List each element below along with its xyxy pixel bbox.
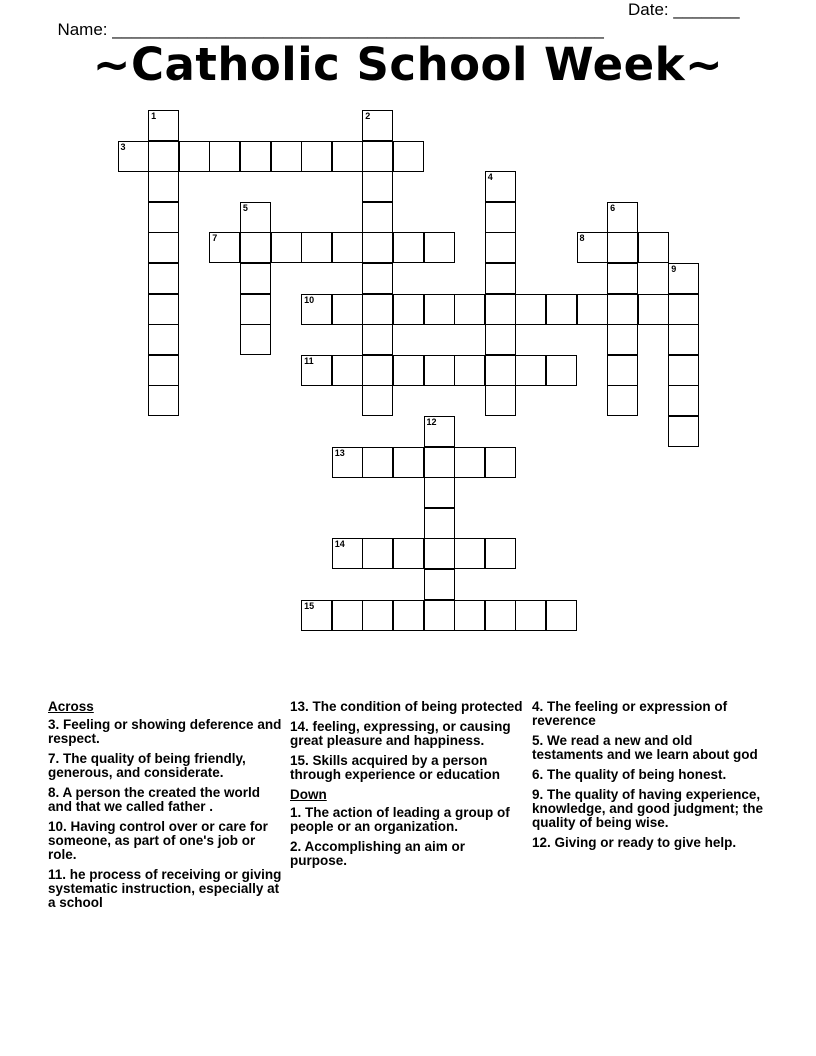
crossword-cell[interactable] [607, 385, 638, 416]
crossword-cell[interactable] [393, 538, 424, 569]
crossword-cell[interactable] [424, 416, 455, 447]
crossword-cell[interactable] [668, 385, 699, 416]
crossword-cell[interactable] [424, 538, 455, 569]
crossword-cell[interactable] [424, 355, 455, 386]
clue-text: Accomplishing an aim or purpose. [290, 839, 466, 868]
crossword-cell[interactable] [607, 294, 638, 325]
clue-across-8 [48, 786, 283, 814]
clues-column-2 [290, 700, 525, 874]
clue-number: 7. [48, 751, 60, 766]
crossword-cell[interactable] [271, 141, 302, 172]
crossword-cell[interactable] [485, 355, 516, 386]
cell-number: 2 [365, 111, 371, 121]
crossword-cell[interactable] [301, 600, 332, 631]
clue-number: 4. [532, 699, 544, 714]
crossword-cell[interactable] [485, 385, 516, 416]
crossword-cell[interactable] [485, 202, 516, 233]
clue-number: 5. [532, 733, 544, 748]
clue-number: 1. [290, 805, 302, 820]
crossword-cell[interactable] [393, 141, 424, 172]
crossword-cell[interactable] [209, 141, 240, 172]
clue-number: 2. [290, 839, 302, 854]
cell-number: 7 [212, 233, 218, 244]
crossword-cell[interactable] [148, 141, 179, 172]
clue-number: 8. [48, 785, 60, 800]
clue-number: 6. [532, 767, 544, 782]
crossword-cell[interactable] [668, 416, 699, 447]
crossword-cell[interactable] [362, 294, 393, 325]
clue-text: feeling, expressing, or causing great pleasure and happiness. [290, 719, 511, 748]
clue-number: 14. [290, 719, 309, 734]
clue-text: Having control over or care for someone, as part of one's job or role. [48, 819, 268, 862]
clue-number: 11. [48, 867, 67, 882]
crossword-cell[interactable] [301, 141, 332, 172]
crossword-cell[interactable] [577, 232, 608, 263]
crossword-cell[interactable] [332, 294, 363, 325]
crossword-cell[interactable] [607, 355, 638, 386]
crossword-cell[interactable] [393, 232, 424, 263]
crossword-cell[interactable] [148, 294, 179, 325]
crossword-cell[interactable] [362, 202, 393, 233]
crossword-cell[interactable] [454, 355, 485, 386]
crossword-cell[interactable] [301, 232, 332, 263]
crossword-cell[interactable] [424, 232, 455, 263]
crossword-cell[interactable] [485, 538, 516, 569]
crossword-cell[interactable] [607, 324, 638, 355]
crossword-cell[interactable] [271, 232, 302, 263]
crossword-cell[interactable] [424, 447, 455, 478]
crossword-cell[interactable] [546, 355, 577, 386]
crossword-cell[interactable] [424, 294, 455, 325]
crossword-cell[interactable] [148, 110, 179, 141]
crossword-cell[interactable] [546, 600, 577, 631]
clue-down-2 [290, 840, 525, 868]
crossword-cell[interactable] [362, 324, 393, 355]
clue-down-12 [532, 836, 767, 850]
crossword-cell[interactable] [668, 294, 699, 325]
crossword-cell[interactable] [546, 294, 577, 325]
crossword-cell[interactable] [454, 600, 485, 631]
cell-number: 4 [487, 172, 493, 183]
clue-text: The condition of being protected [312, 699, 523, 714]
cell-number: 11 [304, 355, 314, 366]
crossword-cell[interactable] [393, 600, 424, 631]
clue-down-9 [532, 788, 767, 830]
crossword-cell[interactable] [668, 324, 699, 355]
crossword-cell[interactable] [668, 355, 699, 386]
crossword-cell[interactable] [240, 324, 271, 355]
crossword-cell[interactable] [668, 263, 699, 294]
crossword-cell[interactable] [179, 141, 210, 172]
crossword-cell[interactable] [332, 538, 363, 569]
crossword-cell[interactable] [362, 110, 393, 141]
crossword-cell[interactable] [362, 171, 393, 202]
clue-across-11 [48, 868, 283, 910]
clue-number: 12. [532, 835, 551, 850]
clue-number: 15. [290, 753, 309, 768]
clue-text: The quality of being friendly, generous, and considerate. [48, 751, 246, 780]
crossword-cell[interactable] [485, 232, 516, 263]
crossword-cell[interactable] [454, 447, 485, 478]
clue-across-13 [290, 700, 525, 714]
clue-text: The quality of being honest. [547, 767, 727, 782]
cell-number: 3 [120, 141, 126, 152]
crossword-cell[interactable] [301, 355, 332, 386]
clue-number: 3. [48, 717, 60, 732]
crossword-cell[interactable] [485, 294, 516, 325]
crossword-cell[interactable] [209, 232, 240, 263]
crossword-cell[interactable] [454, 294, 485, 325]
crossword-cell[interactable] [362, 385, 393, 416]
crossword-cell[interactable] [240, 141, 271, 172]
cell-number: 6 [610, 202, 616, 213]
clue-across-14 [290, 720, 525, 748]
clue-text: Giving or ready to give help. [554, 835, 737, 850]
clue-across-10 [48, 820, 283, 862]
clue-text: A person the created the world and that we called father . [48, 785, 261, 814]
crossword-cell[interactable] [240, 263, 271, 294]
clue-across-3 [48, 718, 283, 746]
crossword-cell[interactable] [362, 232, 393, 263]
crossword-cell[interactable] [362, 141, 393, 172]
crossword-cell[interactable] [148, 324, 179, 355]
crossword-cell[interactable] [118, 141, 149, 172]
crossword-cell[interactable] [301, 294, 332, 325]
clue-number: 10. [48, 819, 67, 834]
crossword-cell[interactable] [362, 600, 393, 631]
clue-text: The quality of having experience, knowledge, and good judgment; the quality of being wise. [532, 787, 763, 830]
cell-number: 5 [242, 202, 248, 213]
crossword-cell[interactable] [485, 263, 516, 294]
crossword-cell[interactable] [515, 355, 546, 386]
crossword-cell[interactable] [393, 294, 424, 325]
crossword-cell[interactable] [515, 294, 546, 325]
crossword-cell[interactable] [148, 202, 179, 233]
crossword-cell[interactable] [607, 263, 638, 294]
clue-text: Feeling or showing deference and respect. [48, 717, 282, 746]
crossword-cell[interactable] [332, 355, 363, 386]
cell-number: 12 [426, 417, 437, 427]
clue-text: The feeling or expression of reverence [532, 699, 728, 728]
cell-number: 14 [334, 539, 345, 550]
clue-down-5 [532, 734, 767, 762]
clues-column-3 [532, 700, 767, 856]
crossword-cell[interactable] [393, 447, 424, 478]
clue-across-7 [48, 752, 283, 780]
crossword-cell[interactable] [638, 294, 669, 325]
clue-number: 13. [290, 699, 309, 714]
crossword-cell[interactable] [240, 202, 271, 233]
clues-column-1 [48, 700, 283, 916]
crossword-cell[interactable] [362, 263, 393, 294]
crossword-cell[interactable] [577, 294, 608, 325]
crossword-cell[interactable] [332, 600, 363, 631]
crossword-cell[interactable] [485, 171, 516, 202]
clue-text: Skills acquired by a person through experience or education [290, 753, 501, 782]
cell-number: 8 [579, 233, 585, 244]
crossword-cell[interactable] [362, 447, 393, 478]
crossword-cell[interactable] [148, 385, 179, 416]
clue-text: We read a new and old testaments and we learn about god [532, 733, 758, 762]
clue-text: he process of receiving or giving systematic instruction, especially at a school [48, 867, 282, 910]
crossword-cell[interactable] [332, 447, 363, 478]
crossword-cell[interactable] [607, 232, 638, 263]
crossword-cell[interactable] [332, 141, 363, 172]
crossword-cell[interactable] [485, 447, 516, 478]
page-title: ~Catholic School Week~ [92, 38, 724, 91]
crossword-cell[interactable] [638, 232, 669, 263]
crossword-cell[interactable] [424, 477, 455, 508]
crossword-cell[interactable] [240, 232, 271, 263]
crossword-cell[interactable] [362, 355, 393, 386]
clue-text: The action of leading a group of people or an organization. [290, 805, 510, 834]
crossword-cell[interactable] [148, 232, 179, 263]
clue-down-6 [532, 768, 767, 782]
cell-number: 9 [671, 264, 677, 274]
crossword-cell[interactable] [148, 263, 179, 294]
crossword-cell[interactable] [148, 355, 179, 386]
clue-across-15 [290, 754, 525, 782]
date-field[interactable]: Date: _______ [628, 0, 740, 19]
down-heading: Down [290, 787, 327, 802]
cell-number: 13 [334, 447, 345, 458]
crossword-cell[interactable] [515, 600, 546, 631]
crossword-cell[interactable] [148, 171, 179, 202]
crossword-cell[interactable] [424, 508, 455, 539]
across-heading: Across [48, 699, 94, 714]
name-field[interactable]: Name: ____________________________________________________ [57, 20, 604, 39]
crossword-cell[interactable] [362, 538, 393, 569]
crossword-cell[interactable] [424, 569, 455, 600]
cell-number: 15 [304, 600, 315, 611]
crossword-cell[interactable] [240, 294, 271, 325]
cell-number: 10 [304, 294, 315, 305]
crossword-cell[interactable] [607, 202, 638, 233]
crossword-cell[interactable] [424, 600, 455, 631]
clue-number: 9. [532, 787, 544, 802]
crossword-cell[interactable] [485, 600, 516, 631]
crossword-cell[interactable] [332, 232, 363, 263]
crossword-cell[interactable] [485, 324, 516, 355]
clue-down-1 [290, 806, 525, 834]
crossword-cell[interactable] [454, 538, 485, 569]
cell-number: 1 [151, 111, 157, 121]
clue-down-4 [532, 700, 767, 728]
crossword-cell[interactable] [393, 355, 424, 386]
